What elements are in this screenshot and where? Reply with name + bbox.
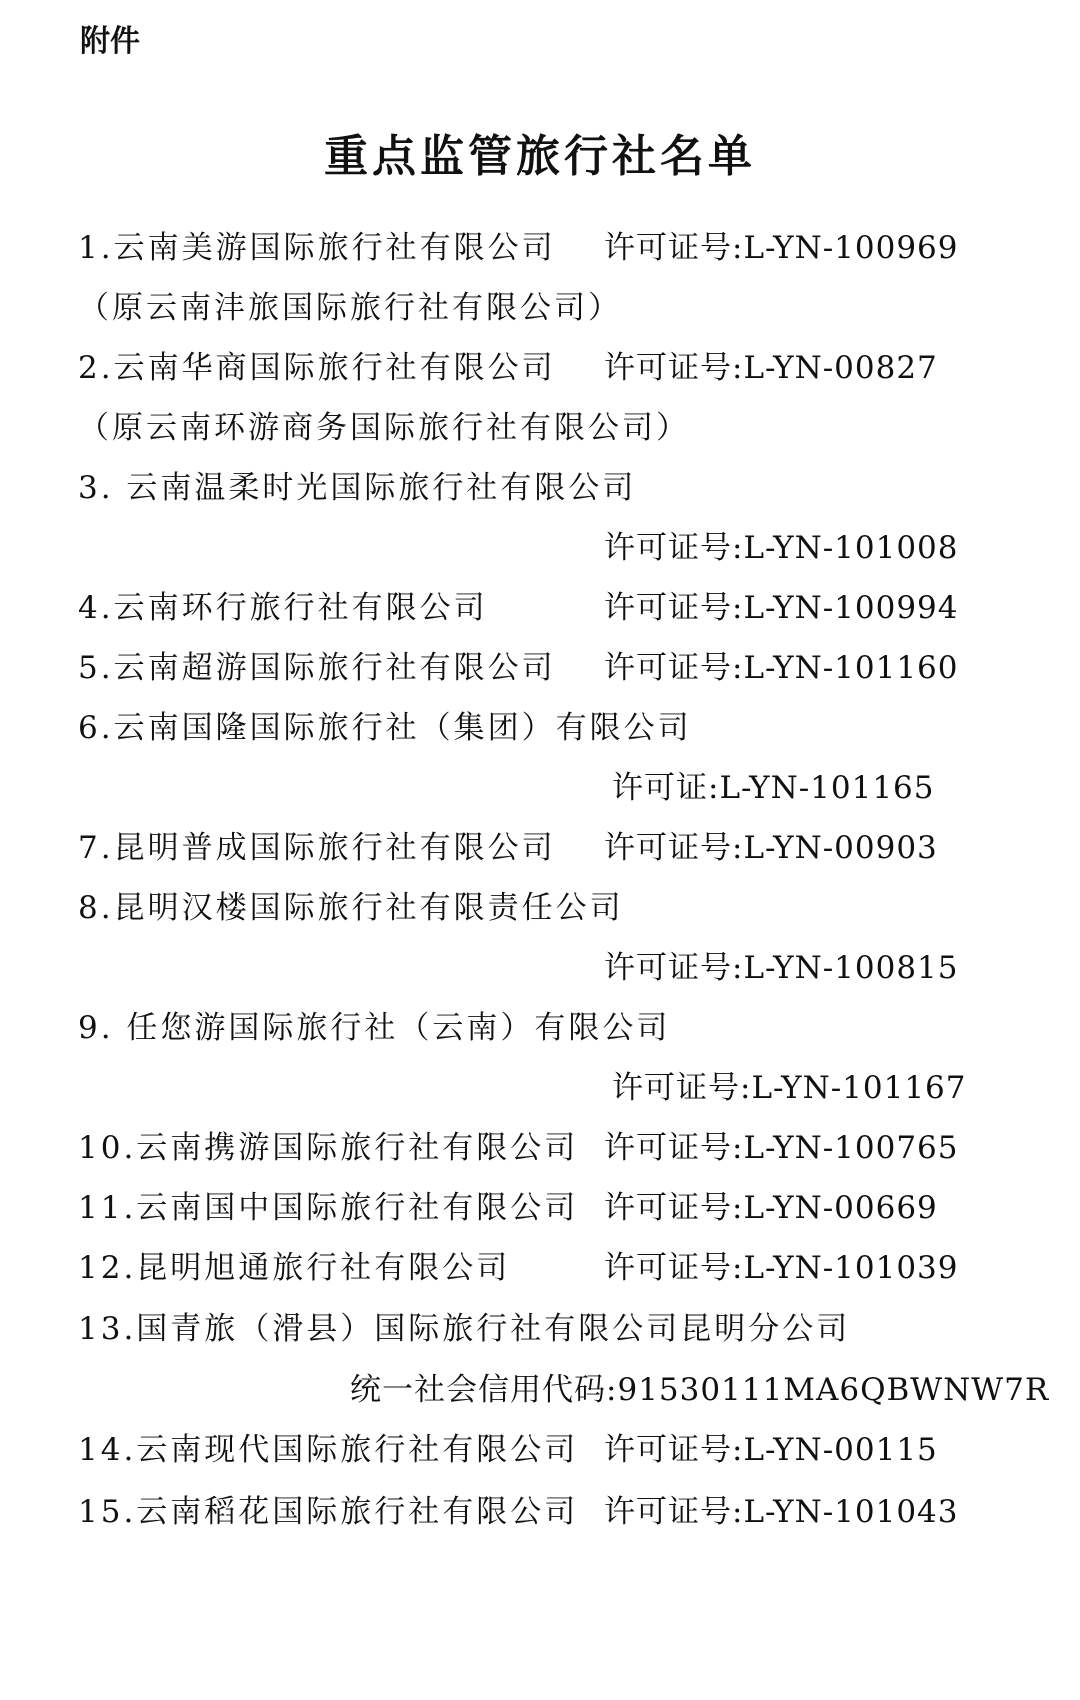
license-number: 许可证号:L-YN-101039 [604,1250,959,1286]
license-line [0,516,1080,581]
agency-name: 12.昆明旭通旅行社有限公司 [78,1250,511,1286]
agency-name: 4.云南环行旅行社有限公司 [78,590,488,626]
agency-name: 15.云南稻花国际旅行社有限公司 [78,1494,579,1530]
license-number: 许可证号:L-YN-101167 [612,1070,967,1106]
list-item [0,1418,1080,1483]
former-name: （原云南沣旅国际旅行社有限公司） [78,290,622,326]
credit-code-line [0,1358,1080,1423]
license-line [0,756,1080,821]
agency-name: 14.云南现代国际旅行社有限公司 [78,1432,579,1468]
agency-name: 8.昆明汉楼国际旅行社有限责任公司 [78,890,624,926]
list-item [0,1236,1080,1301]
license-number: 许可证号:L-YN-00827 [604,350,938,386]
former-name-line [0,276,1080,341]
list-item [0,576,1080,641]
credit-code: 统一社会信用代码:91530111MA6QBWNW7R [350,1372,1050,1408]
license-number: 许可证号:L-YN-101043 [604,1494,959,1530]
agency-name: 2.云南华商国际旅行社有限公司 [78,350,556,386]
license-number: 许可证号:L-YN-00903 [604,830,938,866]
agency-name: 3. 云南温柔时光国际旅行社有限公司 [78,470,637,506]
former-name: （原云南环游商务国际旅行社有限公司） [78,410,690,446]
list-item [0,1116,1080,1181]
license-number: 许可证号:L-YN-100994 [604,590,959,626]
license-number: 许可证:L-YN-101165 [612,770,935,806]
list-item [0,1297,1080,1362]
agency-name: 13.国青旅（滑县）国际旅行社有限公司昆明分公司 [78,1311,851,1347]
license-number: 许可证号:L-YN-101160 [604,650,959,686]
list-item [0,336,1080,401]
list-item [0,876,1080,941]
attachment-label: 附件 [80,24,140,59]
list-item [0,1176,1080,1241]
agency-name: 1.云南美游国际旅行社有限公司 [78,230,556,266]
license-number: 许可证号:L-YN-00669 [604,1190,938,1226]
license-number: 许可证号:L-YN-100765 [604,1130,959,1166]
agency-name: 7.昆明普成国际旅行社有限公司 [78,830,556,866]
list-item [0,216,1080,281]
list-item [0,696,1080,761]
license-number: 许可证号:L-YN-101008 [604,530,959,566]
list-item [0,636,1080,701]
list-item [0,456,1080,521]
agency-name: 11.云南国中国际旅行社有限公司 [78,1190,579,1226]
agency-name: 10.云南携游国际旅行社有限公司 [78,1130,579,1166]
agency-name: 9. 任您游国际旅行社（云南）有限公司 [78,1010,671,1046]
former-name-line [0,396,1080,461]
license-number: 许可证号:L-YN-00115 [604,1432,938,1468]
license-line [0,1056,1080,1121]
license-line [0,936,1080,1001]
list-item [0,816,1080,881]
agency-name: 5.云南超游国际旅行社有限公司 [78,650,556,686]
license-number: 许可证号:L-YN-100815 [604,950,959,986]
license-number: 许可证号:L-YN-100969 [604,230,959,266]
list-item [0,996,1080,1061]
agency-name: 6.云南国隆国际旅行社（集团）有限公司 [78,710,692,746]
list-item [0,1480,1080,1545]
page-title: 重点监管旅行社名单 [324,131,756,182]
